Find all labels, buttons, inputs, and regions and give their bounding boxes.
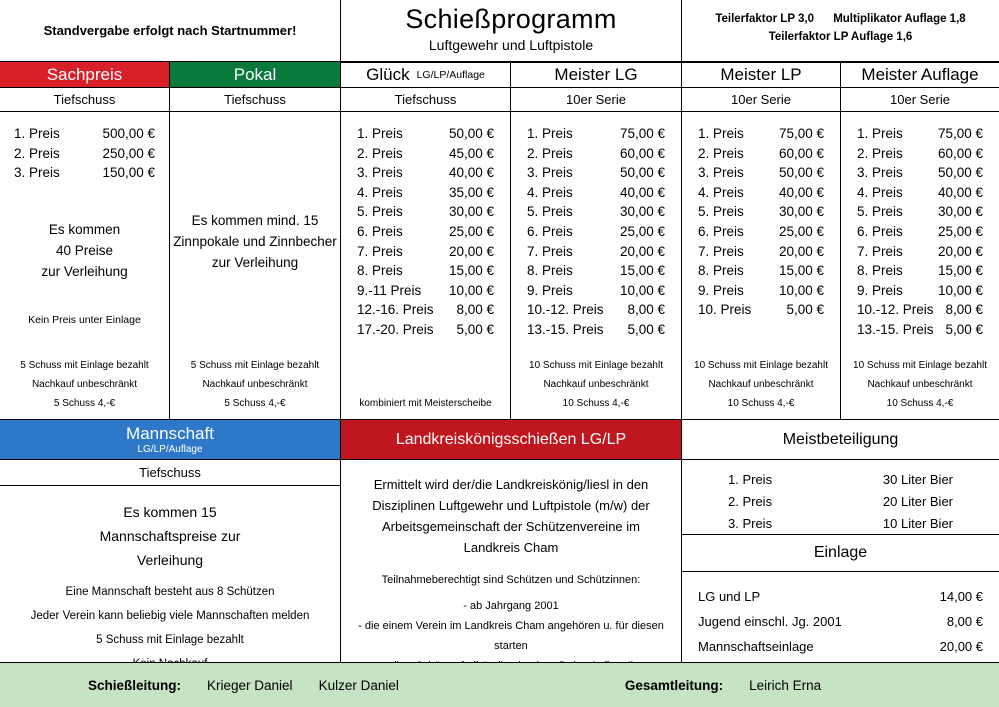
prize-value: 20 Liter Bier	[882, 494, 953, 509]
prize-row	[698, 261, 824, 281]
prize-value: 50,00 €	[448, 126, 494, 141]
extra-note-sachpreis: Kein Preis unter Einlage	[28, 313, 141, 326]
info-line: Verleihung	[136, 552, 204, 568]
prize-row	[698, 163, 824, 183]
prize-row	[357, 320, 494, 340]
note-line: 5 Schuss 4,-€	[224, 398, 286, 409]
prize-list-meister-lp	[682, 112, 840, 320]
prize-place: 8. Preis	[357, 263, 403, 279]
prize-place: 12.-16. Preis	[357, 302, 434, 318]
einlage-value: 8,00 €	[946, 614, 983, 629]
prize-row	[728, 469, 953, 491]
prize-place: 2. Preis	[698, 145, 744, 161]
note-line: 5 Schuss 4,-€	[53, 398, 116, 409]
prize-value: 150,00 €	[102, 165, 155, 181]
prize-place: 9. Preis	[698, 282, 744, 298]
prize-place: 1. Preis	[857, 126, 903, 141]
prize-value: 35,00 €	[448, 184, 494, 200]
note-line: Nachkauf unbeschränkt	[543, 379, 649, 390]
prize-row	[698, 124, 824, 144]
prize-place: 9.-11 Preis	[357, 282, 422, 298]
prize-place: 6. Preis	[698, 223, 744, 239]
prize-value: 5,00 €	[627, 321, 665, 337]
note-line: Nachkauf unbeschränkt	[708, 379, 814, 390]
prize-place: 3. Preis	[698, 165, 744, 181]
prize-value: 30,00 €	[778, 204, 824, 220]
prize-value: 25,00 €	[778, 223, 824, 239]
body-mannschaft	[0, 486, 341, 663]
prize-place: 3. Preis	[857, 165, 903, 181]
gesamtleitung-label: Gesamtleitung:	[624, 677, 724, 693]
prize-row	[357, 124, 494, 144]
teilerfaktor-lp-auflage: Teilerfaktor LP Auflage 1,6	[768, 31, 913, 43]
note-line: 5 Schuss mit Einlage bezahlt	[20, 360, 149, 371]
prize-row	[698, 144, 824, 164]
prize-row	[857, 222, 983, 242]
category-header-meister-lp	[682, 62, 841, 88]
prize-value: 8,00 €	[456, 302, 494, 318]
prize-value: 8,00 €	[945, 302, 983, 318]
notes-glueck	[341, 394, 510, 413]
mannschaft-subtitle: LG/LP/Auflage	[137, 443, 203, 455]
prize-row	[857, 320, 983, 340]
prize-place: 2. Preis	[357, 145, 403, 161]
note-line: Nachkauf unbeschränkt	[202, 379, 308, 390]
notes-meister-lg	[511, 356, 681, 413]
einlage-label: Mannschaftseinlage	[698, 639, 814, 654]
prize-place: 3. Preis	[728, 516, 773, 531]
prize-place: 5. Preis	[527, 204, 573, 220]
multiplikator-auflage: Multiplikator Auflage 1,8	[833, 13, 966, 25]
category-header-sachpreis	[0, 62, 170, 88]
prize-row	[857, 261, 983, 281]
body-landkreis	[341, 460, 682, 663]
page-title	[341, 0, 682, 62]
prize-row	[698, 281, 824, 301]
einlage-label: LG und LP	[698, 589, 761, 604]
prize-value: 500,00 €	[102, 126, 155, 141]
footer-bar	[0, 663, 999, 707]
prize-value: 5,00 €	[786, 302, 824, 318]
note-line: 10 Schuss mit Einlage bezahlt	[694, 360, 828, 371]
subheader-meister-lg	[511, 88, 682, 112]
prize-place: 1. Preis	[527, 126, 573, 141]
category-title-pokal: Pokal	[233, 64, 277, 84]
info-block-pokal	[170, 210, 340, 273]
note-line: kombiniert mit Meisterscheibe	[359, 398, 492, 409]
program-subtitle: Luftgewehr und Luftpistole	[428, 37, 594, 53]
einlage-row	[698, 584, 983, 609]
prize-row	[527, 144, 665, 164]
subheader-sachpreis	[0, 88, 170, 112]
prize-place: 2. Preis	[857, 145, 903, 161]
prize-place: 4. Preis	[857, 184, 903, 200]
section-header-einlage	[682, 535, 999, 572]
category-title-sachpreis: Sachpreis	[46, 64, 123, 84]
prize-value: 50,00 €	[937, 165, 983, 181]
schiessleitung-label: Schießleitung:	[88, 677, 182, 693]
prize-value: 25,00 €	[619, 223, 665, 239]
prize-value: 30 Liter Bier	[882, 472, 953, 487]
prize-place: 3. Preis	[14, 165, 60, 181]
landkreis-title: Landkreiskönigsschießen LG/LP	[395, 430, 627, 448]
note-line: 5 Schuss mit Einlage bezahlt	[190, 360, 320, 371]
prize-value: 250,00 €	[102, 145, 155, 161]
prize-place: 10.-12. Preis	[527, 302, 604, 318]
subheader-text: 10er Serie	[566, 92, 626, 107]
category-title-glueck: Glück	[366, 65, 410, 84]
landkreis-eligibility	[353, 570, 669, 676]
prize-row	[698, 242, 824, 262]
eligibility-line: - ab Jahrgang 2001	[463, 600, 559, 612]
prize-value: 15,00 €	[448, 263, 494, 279]
prize-place: 6. Preis	[357, 223, 403, 239]
prize-place: 9. Preis	[527, 282, 573, 298]
note-line: 10 Schuss mit Einlage bezahlt	[529, 360, 663, 371]
prize-place: 1. Preis	[728, 472, 773, 487]
einlage-row	[698, 634, 983, 659]
section-header-landkreis	[341, 420, 682, 460]
column-glueck	[341, 112, 511, 420]
prize-value: 15,00 €	[619, 263, 665, 279]
schiessleitung-name-2: Kulzer Daniel	[318, 677, 399, 693]
rule-line: 5 Schuss mit Einlage bezahlt	[96, 634, 244, 646]
prize-value: 10,00 €	[937, 282, 983, 298]
info-line: Mannschaftspreise zur	[99, 528, 241, 544]
note-line: 10 Schuss 4,-€	[562, 398, 630, 409]
prize-value: 75,00 €	[778, 126, 824, 141]
rule-line: Jeder Verein kann beliebig viele Mannschaften melden	[30, 610, 310, 622]
prize-value: 15,00 €	[937, 263, 983, 279]
subheader-mannschaft	[0, 460, 341, 486]
subheader-text: Tiefschuss	[224, 92, 286, 107]
meistbeteiligung-title: Meistbeteiligung	[782, 430, 899, 448]
prize-row	[857, 183, 983, 203]
prize-row	[527, 163, 665, 183]
eligibility-line: - die einem Verein im Landkreis Cham angehören u. für diesen starten	[358, 620, 664, 652]
prize-place: 7. Preis	[698, 243, 744, 259]
category-title-meister-lp: Meister LP	[720, 65, 802, 84]
prize-value: 20,00 €	[448, 243, 494, 259]
subheader-text: 10er Serie	[731, 92, 791, 107]
info-line: Es kommen 15	[123, 504, 217, 520]
category-header-meister-lg	[511, 62, 682, 88]
prize-row	[857, 124, 983, 144]
info-block-sachpreis	[0, 219, 169, 282]
prize-row	[357, 163, 494, 183]
einlage-value: 14,00 €	[939, 589, 983, 604]
column-meister-auflage	[841, 112, 999, 420]
prize-place: 7. Preis	[527, 243, 573, 259]
prize-row	[357, 183, 494, 203]
prize-row	[357, 261, 494, 281]
rule-line: Eine Mannschaft besteht aus 8 Schützen	[65, 586, 275, 598]
column-pokal	[170, 112, 341, 420]
prize-value: 30,00 €	[619, 204, 665, 220]
prize-row	[698, 183, 824, 203]
prize-row	[527, 202, 665, 222]
prize-place: 10. Preis	[698, 302, 752, 318]
prize-row	[698, 202, 824, 222]
prize-row	[14, 144, 155, 164]
info-line: Es kommen mind. 15	[191, 213, 319, 228]
prize-list-meister-auflage	[841, 112, 999, 340]
prize-place: 9. Preis	[857, 282, 903, 298]
prize-place: 2. Preis	[728, 494, 773, 509]
prize-value: 5,00 €	[945, 321, 983, 337]
prize-place: 2. Preis	[527, 145, 573, 161]
note-line: 10 Schuss 4,-€	[886, 398, 954, 409]
body-einlage	[682, 572, 999, 663]
prize-value: 40,00 €	[448, 165, 494, 181]
prize-row	[857, 242, 983, 262]
prize-value: 10,00 €	[778, 282, 824, 298]
prize-row	[527, 124, 665, 144]
prize-value: 20,00 €	[778, 243, 824, 259]
prize-value: 8,00 €	[627, 302, 665, 318]
subheader-text: Tiefschuss	[139, 465, 201, 480]
prize-place: 1. Preis	[357, 126, 403, 141]
category-title-meister-lg: Meister LG	[554, 65, 638, 84]
prize-row	[527, 261, 665, 281]
prize-value: 40,00 €	[619, 184, 665, 200]
prize-place: 6. Preis	[857, 223, 903, 239]
column-sachpreis	[0, 112, 170, 420]
mannschaft-title: Mannschaft	[126, 423, 214, 443]
prize-row	[357, 222, 494, 242]
category-header-pokal	[170, 62, 341, 88]
prize-row	[857, 281, 983, 301]
subheader-text: Tiefschuss	[394, 92, 457, 107]
prize-row	[357, 144, 494, 164]
prize-place: 10.-12. Preis	[857, 302, 934, 318]
prize-value: 40,00 €	[937, 184, 983, 200]
prize-row	[857, 163, 983, 183]
notes-pokal	[170, 356, 340, 413]
prize-value: 50,00 €	[619, 165, 665, 181]
note-line: Nachkauf unbeschränkt	[867, 379, 973, 390]
category-header-meister-auflage	[841, 62, 999, 88]
prize-row	[527, 281, 665, 301]
mannschaft-info	[0, 500, 340, 572]
prize-value: 25,00 €	[448, 223, 494, 239]
notes-sachpreis	[0, 356, 169, 413]
prize-value: 25,00 €	[937, 223, 983, 239]
info-line: 40 Preise	[55, 242, 114, 258]
prize-value: 20,00 €	[937, 243, 983, 259]
category-title-meister-auflage: Meister Auflage	[861, 65, 979, 84]
prize-place: 7. Preis	[857, 243, 903, 259]
prize-row	[857, 144, 983, 164]
prize-value: 20,00 €	[619, 243, 665, 259]
subheader-text: 10er Serie	[890, 92, 950, 107]
schiessleitung-name-1: Krieger Daniel	[207, 677, 293, 693]
prize-list-glueck	[341, 112, 510, 340]
prize-place: 17.-20. Preis	[357, 321, 434, 337]
prize-row	[698, 222, 824, 242]
info-line: zur Verleihung	[41, 263, 128, 279]
prize-value: 30,00 €	[448, 204, 494, 220]
standvergabe-text: Standvergabe erfolgt nach Startnummer!	[43, 23, 297, 38]
gesamtleitung-name: Leirich Erna	[749, 677, 822, 693]
subheader-glueck	[341, 88, 511, 112]
prize-value: 60,00 €	[619, 145, 665, 161]
program-title: Schießprogramm	[405, 4, 617, 34]
prize-row	[357, 202, 494, 222]
prize-place: 5. Preis	[698, 204, 744, 220]
prize-value: 15,00 €	[778, 263, 824, 279]
prize-place: 13.-15. Preis	[857, 321, 934, 337]
prize-value: 50,00 €	[778, 165, 824, 181]
category-header-glueck	[341, 62, 511, 88]
prize-place: 8. Preis	[527, 263, 573, 279]
prize-value: 60,00 €	[778, 145, 824, 161]
einlage-row	[698, 609, 983, 634]
prize-list-sachpreis	[0, 112, 169, 183]
standvergabe-note	[0, 0, 341, 62]
info-line: Es kommen	[48, 221, 121, 237]
einlage-value: 20,00 €	[939, 639, 983, 654]
note-line: 10 Schuss mit Einlage bezahlt	[853, 360, 987, 371]
prize-place: 8. Preis	[698, 263, 744, 279]
faktoren-note	[682, 0, 999, 62]
note-line: Nachkauf unbeschränkt	[31, 379, 138, 390]
prize-place: 2. Preis	[14, 145, 60, 161]
body-meistbeteiligung	[682, 460, 999, 535]
prize-row	[527, 320, 665, 340]
prize-value: 10 Liter Bier	[882, 516, 953, 531]
prize-list-meister-lg	[511, 112, 681, 340]
prize-row	[527, 242, 665, 262]
prize-value: 75,00 €	[937, 126, 983, 141]
prize-place: 4. Preis	[527, 184, 573, 200]
prize-row	[527, 183, 665, 203]
prize-row	[527, 300, 665, 320]
prize-place: 13.-15. Preis	[527, 321, 604, 337]
category-subtitle-glueck: LG/LP/Auflage	[416, 69, 485, 81]
note-line: 10 Schuss 4,-€	[727, 398, 795, 409]
section-header-mannschaft	[0, 420, 341, 460]
prize-row	[14, 163, 155, 183]
info-line: Zinnpokale und Zinnbecher	[173, 234, 337, 249]
prize-value: 10,00 €	[448, 282, 494, 298]
prize-place: 3. Preis	[527, 165, 573, 181]
prize-row	[527, 222, 665, 242]
einlage-title: Einlage	[813, 544, 868, 561]
prize-row	[857, 300, 983, 320]
prize-place: 1. Preis	[698, 126, 744, 141]
eligibility-title: Teilnahmeberechtigt sind Schützen und Schützinnen:	[381, 574, 641, 586]
prize-row	[698, 300, 824, 320]
prize-value: 30,00 €	[937, 204, 983, 220]
prize-value: 40,00 €	[778, 184, 824, 200]
column-meister-lg	[511, 112, 682, 420]
prize-row	[14, 124, 155, 144]
subheader-meister-lp	[682, 88, 841, 112]
prize-row	[357, 242, 494, 262]
teilerfaktor-lp: Teilerfaktor LP 3,0	[715, 13, 814, 25]
prize-row	[357, 281, 494, 301]
prize-place: 6. Preis	[527, 223, 573, 239]
prize-value: 5,00 €	[456, 321, 494, 337]
prize-value: 45,00 €	[448, 145, 494, 161]
prize-place: 7. Preis	[357, 243, 403, 259]
prize-value: 60,00 €	[937, 145, 983, 161]
prize-value: 10,00 €	[619, 282, 665, 298]
section-header-meistbeteiligung	[682, 420, 999, 460]
prize-place: 3. Preis	[357, 165, 403, 181]
einlage-label: Jugend einschl. Jg. 2001	[698, 614, 842, 629]
prize-place: 1. Preis	[14, 126, 60, 141]
notes-meister-lp	[682, 356, 840, 413]
prize-row	[728, 491, 953, 513]
subheader-text: Tiefschuss	[53, 92, 116, 107]
prize-place: 4. Preis	[698, 184, 744, 200]
prize-value: 75,00 €	[619, 126, 665, 141]
prize-place: 8. Preis	[857, 263, 903, 279]
prize-row	[357, 300, 494, 320]
prize-place: 5. Preis	[857, 204, 903, 220]
subheader-pokal	[170, 88, 341, 112]
info-line: zur Verleihung	[211, 255, 299, 270]
prize-place: 5. Preis	[357, 204, 403, 220]
landkreis-description: Ermittelt wird der/die Landkreiskönig/liesl in den Disziplinen Luftgewehr und Luftpistole (m/w) der Arbeitsgemeinschaft der Schützenvereine im Landkreis Cham	[372, 477, 650, 555]
subheader-meister-auflage	[841, 88, 999, 112]
notes-meister-auflage	[841, 356, 999, 413]
prize-row	[857, 202, 983, 222]
prize-place: 4. Preis	[357, 184, 403, 200]
column-meister-lp	[682, 112, 841, 420]
prize-row	[728, 513, 953, 535]
mannschaft-rules	[0, 580, 340, 676]
